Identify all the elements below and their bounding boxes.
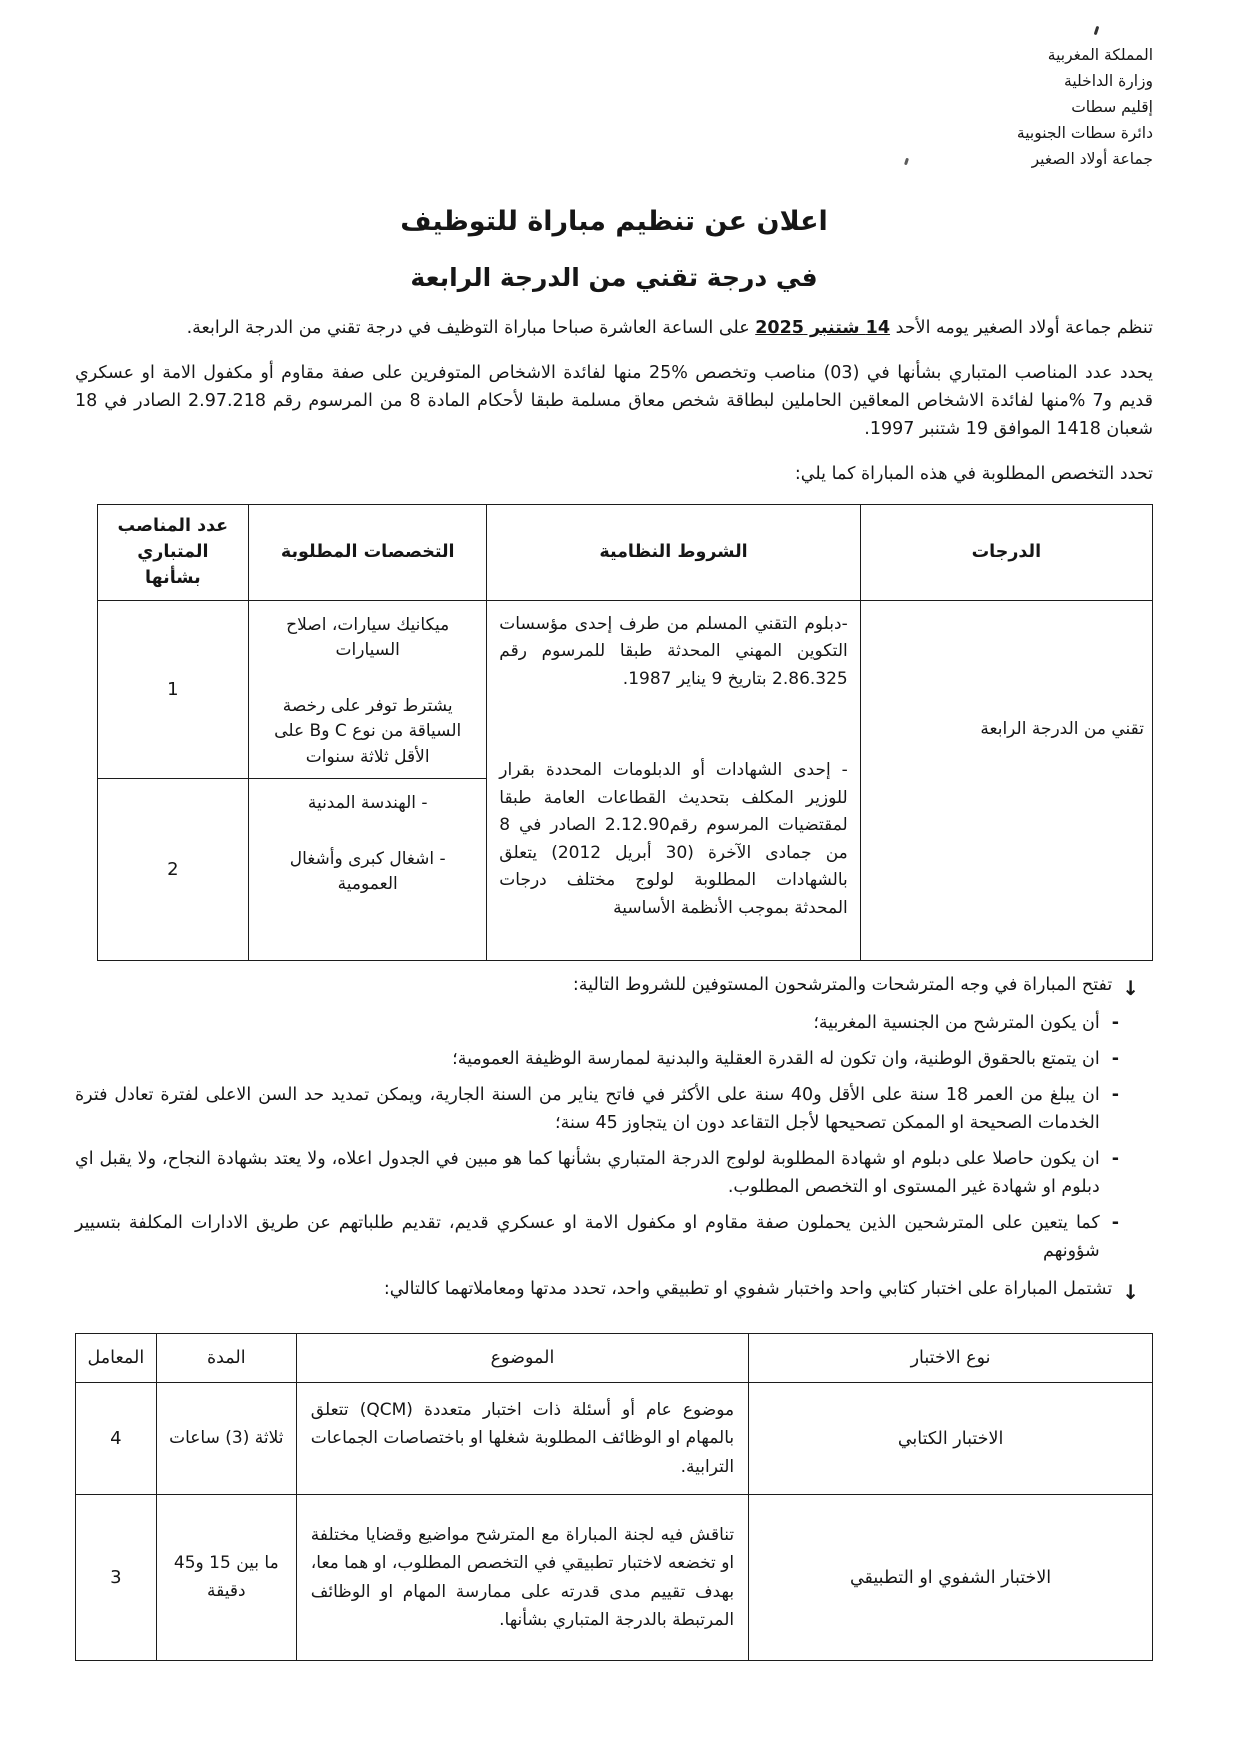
count-cell-row1: 1 xyxy=(97,600,249,779)
exam-table-row-oral xyxy=(76,1495,1153,1661)
eligibility-intro-text: تفتح المباراة في وجه المترشحات والمترشحون المستوفين للشروط التالية: xyxy=(572,975,1113,996)
col-header-specialties: التخصصات المطلوبة xyxy=(249,504,487,600)
exam-table-header-row xyxy=(76,1334,1153,1383)
positions-table xyxy=(97,504,1153,961)
col-header-coefficient: المعامل xyxy=(76,1334,157,1383)
letterhead xyxy=(75,42,1153,172)
eligibility-intro-line xyxy=(75,975,1153,1001)
list-item xyxy=(75,1145,1153,1201)
page-subtitle: في درجة تقني من الدرجة الرابعة xyxy=(410,263,818,293)
col-header-exam-type: نوع الاختبار xyxy=(749,1334,1153,1383)
quota-paragraph: يحدد عدد المناصب المتباري بشأنها في (03) مناصب وتخصص %25 منها لفائدة الاشخاص المتوفرين على صفة مقاوم أو مكفول الامة او عسكري قديم و7 %منها لفائدة الاشخاص المعاقين الحاملين لبطاقة شخص معاق مسلمة طبقا لأحكام المادة 8 من المرسوم رقم 2.97.218 الصادر في 18 شعبان 1418 الموافق 19 شتنبر 1997. xyxy=(75,362,1153,440)
intro-before-date: تنظم جماعة أولاد الصغير يومه الأحد xyxy=(890,318,1153,339)
exam-type-written: الاختبار الكتابي xyxy=(749,1383,1153,1495)
specialty-license-requirement: يشترط توفر على رخصة السياقة من نوع C وB على الأقل ثلاثة سنوات xyxy=(274,695,462,767)
letterhead-line-district: دائرة سطات الجنوبية xyxy=(1016,124,1153,143)
letterhead-line-ministry: وزارة الداخلية xyxy=(1064,72,1153,91)
specialties-cell-row2 xyxy=(249,779,487,961)
condition-diploma-1987: -دبلوم التقني المسلم من طرف إحدى مؤسسات التكوين المهني المحدثة طبقا للمرسوم رقم 2.86.325 بتاريخ 9 يناير 1987. xyxy=(499,613,848,689)
page-title: اعلان عن تنظيم مباراة للتوظيف xyxy=(400,206,828,238)
exam-duration-written: ثلاثة (3) ساعات xyxy=(156,1383,296,1495)
dash-icon: - xyxy=(1111,1085,1119,1106)
list-item xyxy=(75,1009,1153,1037)
exam-table-row-written xyxy=(76,1383,1153,1495)
eligibility-item-veterans: كما يتعين على المترشحين الذين يحملون صفة مقاوم او مكفول الامة او عسكري قديم، تقديم طلباتهم عن طريق الادارات المكلفة بتسيير شؤونهم xyxy=(75,1213,1100,1262)
exam-date: 14 شتنبر 2025 xyxy=(755,318,891,339)
col-header-duration: المدة xyxy=(156,1334,296,1383)
intro-after-date: على الساعة العاشرة صباحا مباراة التوظيف في درجة تقني من الدرجة الرابعة. xyxy=(186,318,756,339)
positions-table-header-row xyxy=(97,504,1152,600)
col-header-conditions: الشروط النظامية xyxy=(487,504,860,600)
positions-table-row-1 xyxy=(97,600,1152,779)
exam-type-oral: الاختبار الشفوي او التطبيقي xyxy=(749,1495,1153,1661)
specialties-intro: تحدد التخصص المطلوبة في هذه المباراة كما يلي: xyxy=(794,463,1153,484)
specialties-cell-row1 xyxy=(249,600,487,779)
down-arrow-icon: ↓ xyxy=(1122,976,1139,1001)
condition-diploma-2012: - إحدى الشهادات أو الدبلومات المحددة بقرار للوزير المكلف بتحديث القطاعات العامة طبقا لمقتضيات المرسوم رقم2.12.90 الصادر في 8 من جمادى الآخرة (30 أبريل 2012) يتعلق بالشهادات المطلوبة لولوج مختلف درجات المحدثة بموجب الأنظمة الأساسية xyxy=(499,760,848,918)
dash-icon: - xyxy=(1111,1013,1119,1034)
col-header-grades: الدرجات xyxy=(860,504,1152,600)
specialty-mechanics: ميكانيك سيارات، اصلاح السيارات xyxy=(286,614,450,661)
eligibility-list xyxy=(75,1009,1153,1265)
list-item xyxy=(75,1081,1153,1137)
exam-subject-oral: تناقش فيه لجنة المباراة مع المترشح مواضيع وقضايا مختلفة او تخضعه لاختبار تطبيقي في التخصص المطلوب، او هما معا، بهدف تقييم مدى قدرته على ممارسة المهام او الوظائف المرتبطة بالدرجة المتباري بشأنها. xyxy=(296,1495,748,1661)
dash-icon: - xyxy=(1111,1213,1119,1234)
specialty-civil-engineering: - الهندسة المدنية xyxy=(307,793,428,814)
col-header-count: عدد المناصب المتباري بشأنها xyxy=(97,504,249,600)
eligibility-item-civil-rights: ان يتمتع بالحقوق الوطنية، وان تكون له القدرة العقلية والبدنية لممارسة الوظيفة العمومية؛ xyxy=(452,1049,1100,1070)
grade-cell: تقني من الدرجة الرابعة xyxy=(860,600,1152,961)
dash-icon: - xyxy=(1111,1149,1119,1170)
exam-coefficient-oral: 3 xyxy=(76,1495,157,1661)
eligibility-item-age: ان يبلغ من العمر 18 سنة على الأقل و40 سنة على الأكثر في فاتح يناير من السنة الجارية، ويمكن تمديد حد السن الاعلى لفترة تعادل فترة الخدمات الصحيحة او الممكن تصحيحها لأجل التقاعد دون ان يتجاوز 45 سنة؛ xyxy=(75,1085,1100,1134)
conditions-cell xyxy=(487,600,860,961)
down-arrow-icon: ↓ xyxy=(1122,1280,1139,1305)
letterhead-line-commune: جماعة أولاد الصغير xyxy=(1031,150,1153,169)
count-cell-row2: 2 xyxy=(97,779,249,961)
letterhead-line-province: إقليم سطات xyxy=(1071,98,1153,117)
list-item xyxy=(75,1209,1153,1265)
exam-subject-written: موضوع عام أو أسئلة ذات اختبار متعددة (QCM) تتعلق بالمهام او الوظائف المطلوبة شغلها او باختصاصات الجماعات الترابية. xyxy=(296,1383,748,1495)
intro-paragraph xyxy=(75,314,1153,342)
specialty-public-works: - اشغال كبرى وأشغال العمومية xyxy=(289,848,446,895)
exam-coefficient-written: 4 xyxy=(76,1383,157,1495)
eligibility-item-diploma: ان يكون حاصلا على دبلوم او شهادة المطلوبة لولوج الدرجة المتباري بشأنها كما هو مبين في الجدول اعلاه، ولا يعتد بشهادة النجاح، ولا يقبل اي دبلوم او شهادة غير المستوى او التخصص المطلوب. xyxy=(75,1149,1100,1198)
dash-icon: - xyxy=(1111,1049,1119,1070)
exam-intro-text: تشتمل المباراة على اختبار كتابي واحد واختبار شفوي او تطبيقي واحد، تحدد مدتها ومعاملاتهما كالتالي: xyxy=(383,1279,1113,1300)
exam-duration-oral: ما بين 15 و45 دقيقة xyxy=(156,1495,296,1661)
letterhead-line-kingdom: المملكة المغربية xyxy=(1047,46,1153,64)
scan-artifact xyxy=(1094,26,1100,35)
exam-intro-line xyxy=(75,1279,1153,1305)
list-item xyxy=(75,1045,1153,1073)
col-header-subject: الموضوع xyxy=(296,1334,748,1383)
eligibility-item-nationality: أن يكون المترشح من الجنسية المغربية؛ xyxy=(813,1013,1100,1034)
exam-table xyxy=(75,1333,1153,1661)
